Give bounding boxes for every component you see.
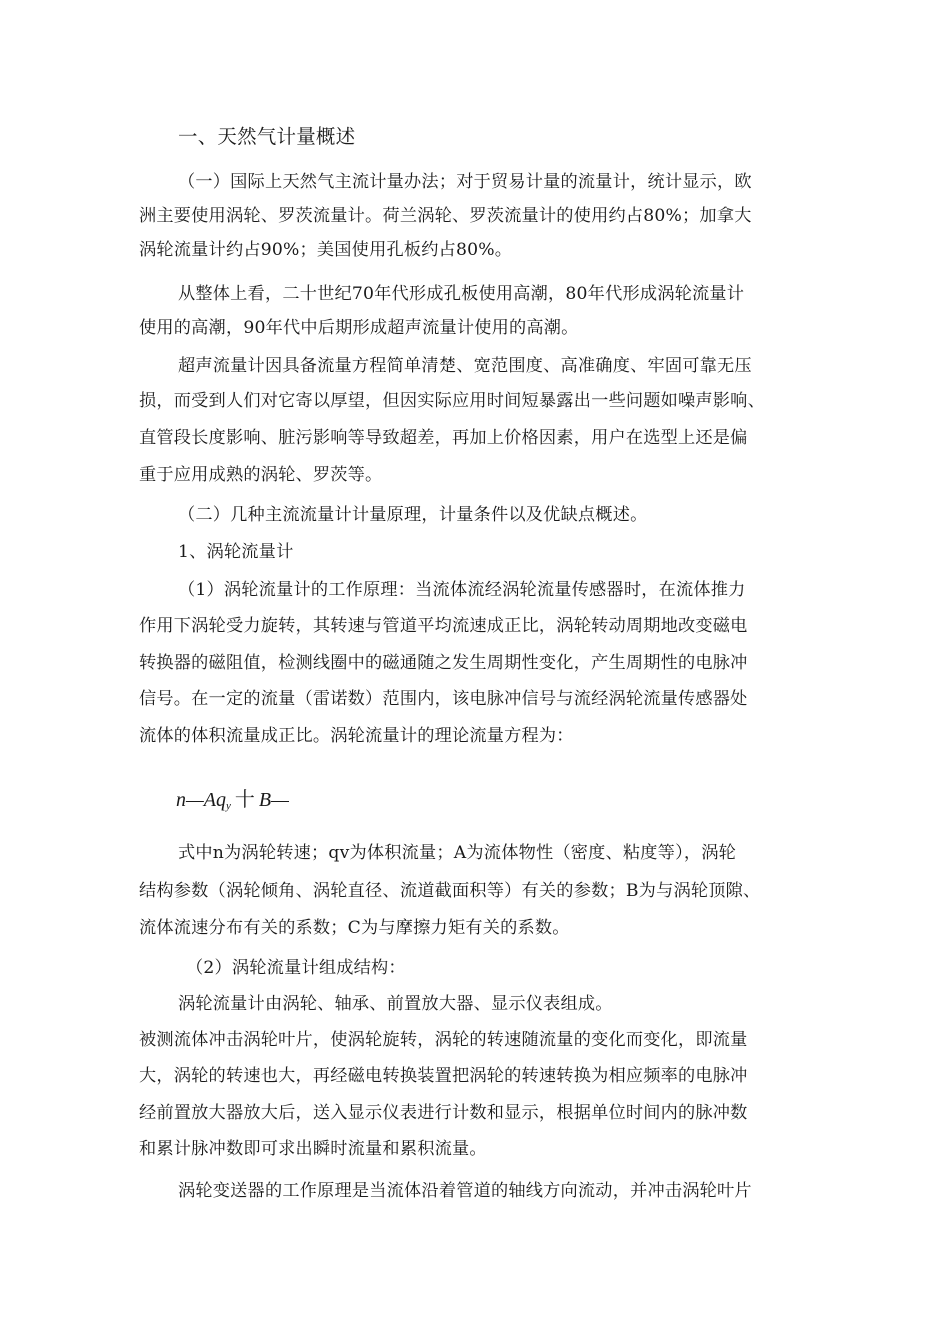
paragraph-line: （二）几种主流流量计计量原理，计量条件以及优缺点概述。 <box>178 505 648 525</box>
paragraph-line: 信号。在一定的流量（雷诺数）范围内，该电脉冲信号与流经涡轮流量传感器处 <box>139 689 748 709</box>
paragraph-line: 作用下涡轮受力旋转，其转速与管道平均流速成正比，涡轮转动周期地改变磁电 <box>139 616 748 636</box>
formula-plus: 十 <box>234 789 255 811</box>
paragraph-line: （一）国际上天然气主流计量办法；对于贸易计量的流量计，统计显示，欧 <box>178 172 752 192</box>
paragraph-line: 和累计脉冲数即可求出瞬时流量和累积流量。 <box>139 1139 487 1159</box>
paragraph-line: 从整体上看，二十世纪70年代形成孔板使用高潮，80年代形成涡轮流量计 <box>178 284 745 304</box>
paragraph-line: 直管段长度影响、脏污影响等导致超差，再加上价格因素，用户在选型上还是偏 <box>139 428 748 448</box>
paragraph-line: 涡轮变送器的工作原理是当流体沿着管道的轴线方向流动，并冲击涡轮叶片 <box>178 1181 752 1201</box>
paragraph-line: 流体的体积流量成正比。涡轮流量计的理论流量方程为： <box>139 726 574 746</box>
paragraph-line: （1）涡轮流量计的工作原理：当流体流经涡轮流量传感器时，在流体推力 <box>178 580 746 600</box>
paragraph-line: 使用的高潮，90年代中后期形成超声流量计使用的高潮。 <box>139 318 579 338</box>
paragraph-line: 被测流体冲击涡轮叶片，使涡轮旋转，涡轮的转速随流量的变化而变化，即流量 <box>139 1030 748 1050</box>
paragraph-line: 损，而受到人们对它寄以厚望，但因实际应用时间短暴露出一些问题如噪声影响、 <box>139 391 765 411</box>
paragraph-line: 重于应用成熟的涡轮、罗茨等。 <box>139 465 383 485</box>
paragraph-line: 超声流量计因具备流量方程简单清楚、宽范围度、高准确度、牢固可靠无压 <box>178 356 752 376</box>
formula-subscript: y <box>226 800 231 812</box>
paragraph-line: 流体流速分布有关的系数；C为与摩擦力矩有关的系数。 <box>139 918 570 938</box>
paragraph-line: 式中n为涡轮转速；qv为体积流量；A为流体物性（密度、粘度等），涡轮 <box>178 843 737 863</box>
formula-part: B— <box>258 789 289 811</box>
paragraph-line: 涡轮流量计由涡轮、轴承、前置放大器、显示仪表组成。 <box>178 994 613 1014</box>
paragraph-line: 结构参数（涡轮倾角、涡轮直径、流道截面积等）有关的参数；B为与涡轮顶隙、 <box>139 881 761 901</box>
paragraph-line: 经前置放大器放大后，送入显示仪表进行计数和显示，根据单位时间内的脉冲数 <box>139 1103 748 1123</box>
subsection-heading: （2）涡轮流量计组成结构： <box>186 958 406 978</box>
paragraph-line: 大，涡轮的转速也大，再经磁电转换装置把涡轮的转速转换为相应频率的电脉冲 <box>139 1066 748 1086</box>
flow-equation <box>176 787 289 819</box>
paragraph-line: 转换器的磁阻值，检测线圈中的磁通随之发生周期性变化，产生周期性的电脉冲 <box>139 653 748 673</box>
section-heading: 一、天然气计量概述 <box>178 125 356 148</box>
paragraph-line: 洲主要使用涡轮、罗茨流量计。荷兰涡轮、罗茨流量计的使用约占80%；加拿大 <box>139 206 752 226</box>
subsection-heading: 1、涡轮流量计 <box>178 542 294 562</box>
formula-part: n—Aq <box>176 789 226 811</box>
paragraph-line: 涡轮流量计约占90%；美国使用孔板约占80%。 <box>139 240 513 260</box>
